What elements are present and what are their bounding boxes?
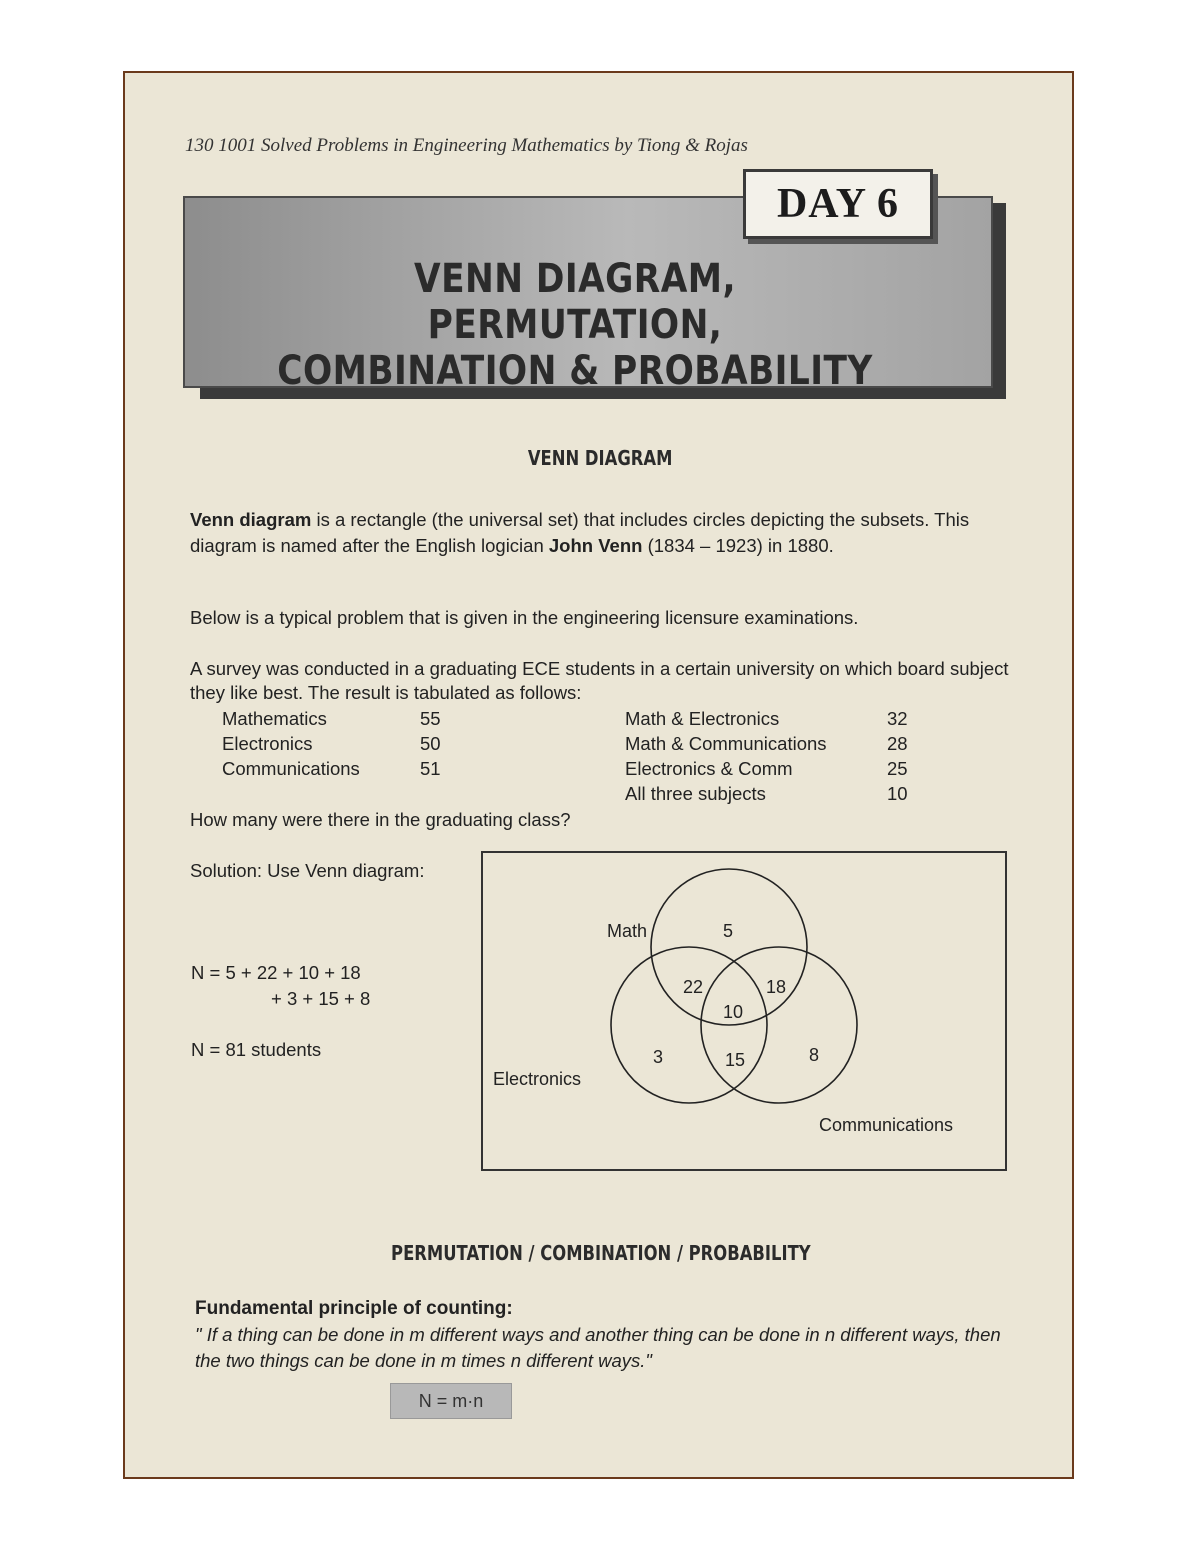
venn-elec-only: 3 (653, 1047, 664, 1067)
chapter-title-line1: VENN DIAGRAM, PERMUTATION, (414, 256, 736, 348)
survey-pair: All three subjects (625, 783, 766, 804)
venn-elec-comm: 15 (725, 1050, 746, 1070)
intro-paragraph (190, 507, 1010, 559)
survey-pair: Math & Electronics (625, 708, 780, 729)
intro-text2: (1834 – 1923) in 1880. (642, 535, 834, 556)
survey-count: 50 (420, 733, 441, 754)
venn-math-comm: 18 (766, 977, 787, 997)
survey-pair: Math & Communications (625, 733, 827, 754)
venn-math-elec: 22 (683, 977, 704, 997)
survey-table (222, 708, 917, 808)
survey-subject: Electronics (222, 733, 313, 754)
survey-row (222, 733, 917, 758)
survey-pair-count: 32 (887, 708, 908, 729)
section-heading-permutation-text: PERMUTATION / COMBINATION / PROBABILITY (390, 1241, 811, 1265)
venn-math-only: 5 (723, 921, 734, 941)
chapter-title-line2: COMBINATION & PROBABILITY (277, 348, 873, 394)
day-label: DAY 6 (743, 169, 933, 239)
section-heading-permutation (125, 1241, 1074, 1265)
formula-box: N = m·n (390, 1383, 512, 1419)
intro-text1: is a rectangle (the universal set) that includes circles depicting the subsets. This diagram is named after the English logician (190, 509, 970, 556)
survey-subject: Mathematics (222, 708, 327, 729)
section-heading-venn (125, 446, 1074, 470)
survey-count: 55 (420, 708, 441, 729)
fundamental-quote: " If a thing can be done in m different ways and another thing can be done in n different ways, then the two things can be done in m times n different ways." (195, 1324, 1001, 1371)
equation-line2: + 3 + 15 + 8 (271, 988, 371, 1009)
survey-subject (222, 783, 420, 808)
venn-svg (483, 853, 1009, 1173)
survey-count (420, 783, 625, 808)
survey-intro: A survey was conducted in a graduating ECE students in a certain university on which board subject they like best. The result is tabulated as follows: (190, 658, 1009, 703)
survey-pair-count: 25 (887, 758, 908, 779)
equation-line1: N = 5 + 22 + 10 + 18 (191, 962, 361, 983)
venn-comm-only: 8 (809, 1045, 820, 1065)
venn-diagram (481, 851, 1007, 1171)
intro-name: John Venn (548, 535, 643, 556)
venn-label-electronics: Electronics (493, 1069, 582, 1089)
intro-term: Venn diagram (190, 509, 312, 530)
survey-row (222, 708, 917, 733)
venn-label-math: Math (607, 921, 648, 941)
survey-pair-count: 10 (887, 783, 908, 804)
survey-row (222, 783, 917, 808)
fundamental-heading: Fundamental principle of counting: (195, 1298, 513, 1319)
venn-label-communications: Communications (819, 1115, 954, 1135)
chapter-title (265, 256, 884, 394)
equation-result: N = 81 students (191, 1039, 322, 1060)
electronics-circle (611, 947, 767, 1103)
section-heading-venn-text: VENN DIAGRAM (528, 446, 673, 470)
survey-pair-count: 28 (887, 733, 908, 754)
book-page (123, 71, 1074, 1479)
solution-label: Solution: Use Venn diagram: (190, 860, 425, 881)
question-text: How many were there in the graduating class? (190, 809, 571, 830)
survey-subject: Communications (222, 758, 360, 779)
venn-all-three: 10 (723, 1002, 744, 1022)
survey-pair: Electronics & Comm (625, 758, 793, 779)
typical-problem-text: Below is a typical problem that is given in the engineering licensure examinations. (190, 607, 859, 628)
survey-count: 51 (420, 758, 441, 779)
survey-row (222, 758, 917, 783)
running-head: 130 1001 Solved Problems in Engineering Mathematics by Tiong & Rojas (185, 135, 748, 156)
